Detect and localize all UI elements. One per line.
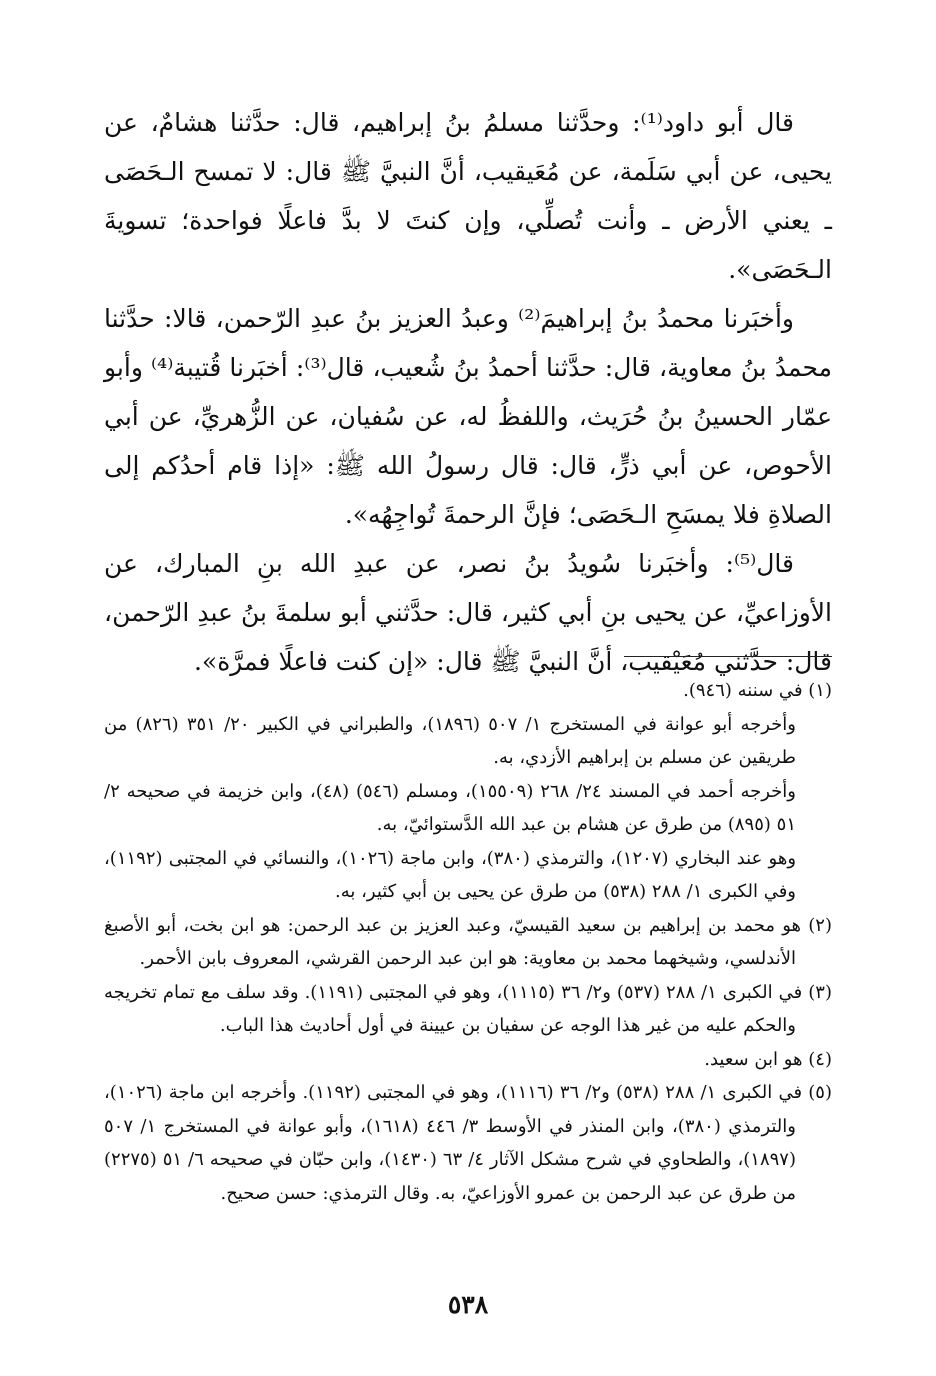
footnotes (104, 674, 832, 1210)
footnote-1-continuation: وأخرجه أبو عوانة في المستخرج ١/ ٥٠٧ (١٨٩٦)، والطبراني في الكبير ٢٠/ ٣٥١ (٨٢٦) من طريقين عن مسلم بن إبراهيم الأزدي، به. (104, 713, 797, 768)
footnote-1-continuation: وهو عند البخاري (١٢٠٧)، والترمذي (٣٨٠)، وابن ماجة (١٠٢٦)، والنسائي في المجتبى (١١٩٢)، وفي الكبرى ١/ ٢٨٨ (٥٣٨) من طرق عن يحيى بن أبي كثير، به. (104, 847, 797, 902)
footnote-5: (٥) في الكبرى ١/ ٢٨٨ (٥٣٨) و٢/ ٣٦ (١١١٦)، وهو في المجتبى (١١٩٢). وأخرجه ابن ماجة (١٠٢٦)، والترمذي (٣٨٠)، وابن المنذر في الأوسط ٣/ ٤٤٦ (١٦١٨)، وأبو عوانة في المستخرج ١/ ٥٠٧ (١٨٩٧)، والطحاوي في شرح مشكل الآثار ٤/ ٦٣ (١٤٣٠)، وابن حبّان في صحيحه ٦/ ٥١ (٢٢٧٥) من طرق عن عبد الرحمن بن عمرو الأوزاعيّ، به. وقال الترمذي: حسن صحيح. (104, 1082, 832, 1204)
footnote-4: (٤) هو ابن سعيد. (704, 1048, 832, 1070)
footnote-2: (٢) هو محمد بن إبراهيم بن سعيد القيسيّ، وعبد العزيز بن عبد الرحمن: هو ابن بخت، أبو الأصبغ الأندلسي، وشيخهما محمد بن معاوية: هو ابن عبد الرحمن القرشي، المعروف بابن الأحمر. (104, 914, 832, 969)
footnote-1-continuation: وأخرجه أحمد في المسند ٢٤/ ٢٦٨ (١٥٥٠٩)، ومسلم (٥٤٦) (٤٨)، وابن خزيمة في صحيحه ٢/ ٥١ (٨٩٥) من طرق عن هشام بن عبد الله الدَّستوائيّ، به. (104, 780, 796, 835)
footnote-separator (624, 656, 832, 657)
paragraph-1: قال أبو داود⁽¹⁾: وحدَّثنا مسلمُ بنُ إبراهيم، قال: حدَّثنا هشامٌ، عن يحيى، عن أبي سَلَمة، عن مُعَيقيب، أنَّ النبيَّ ﷺ قال: لا تمسح الـحَصَى ـ يعني الأرض ـ وأنت تُصلِّي، وإن كنتَ لا بدَّ فاعلًا فواحدة؛ تسويةَ الـحَصَى». (104, 108, 832, 284)
footnote-3: (٣) في الكبرى ١/ ٢٨٨ (٥٣٧) و٢/ ٣٦ (١١١٥)، وهو في المجتبى (١١٩١). وقد سلف مع تمام تخريجه والحكم عليه من غير هذا الوجه عن سفيان بن عيينة في أول أحاديث هذا الباب. (104, 981, 832, 1036)
paragraph-3: قال⁽⁵⁾: وأخبَرنا سُويدُ بنُ نصر، عن عبدِ الله بنِ المبارك، عن الأوزاعيِّ، عن يحيى بنِ أبي كثير، قال: حدَّثني أبو سلمةَ بنُ عبدِ الرّحمن، قال: حدَّثني مُعَيْقيب، أنَّ النبيَّ ﷺ قال: «إن كنت فاعلًا فمرَّة». (104, 549, 832, 676)
paragraph-2: وأخبَرنا محمدُ بنُ إبراهيمَ⁽²⁾ وعبدُ العزيز بنُ عبدِ الرّحمن، قالا: حدَّثنا محمدُ بنُ معاوية، قال: حدَّثنا أحمدُ بنُ شُعيب، قال⁽³⁾: أخبَرنا قُتيبة⁽⁴⁾ وأبو عمّار الحسينُ بنُ حُرَيث، واللفظُ له، عن سُفيان، عن الزُّهريِّ، عن أبي الأحوص، عن أبي ذرٍّ، قال: قال رسولُ الله ﷺ: «إذا قام أحدُكم إلى الصلاةِ فلا يمسَحِ الـحَصَى؛ فإنَّ الرحمةَ تُواجِهُه». (104, 304, 832, 529)
main-text (104, 98, 832, 686)
footnote-1: (١) في سننه (٩٤٦). (683, 680, 832, 701)
page-number: ٥٣٨ (447, 1290, 489, 1319)
